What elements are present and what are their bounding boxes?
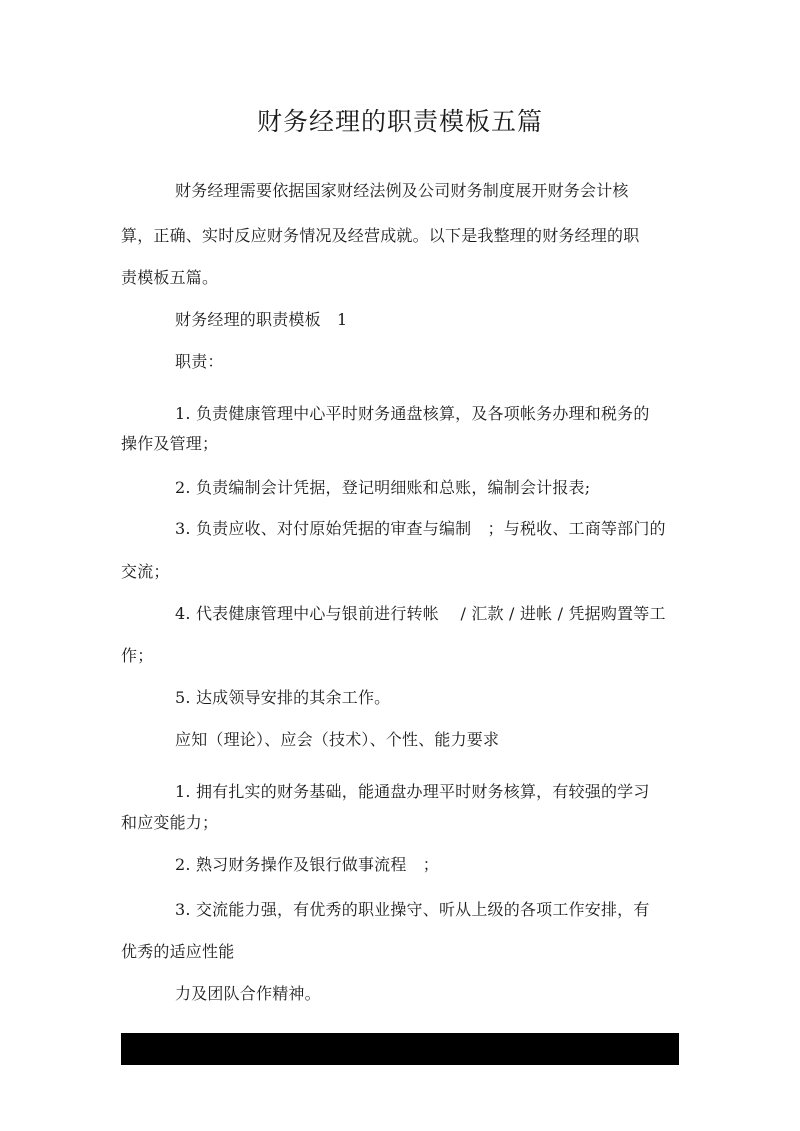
template-heading: 财务经理的职责模板 1 [175,310,348,329]
duty-item: 5. 达成领导安排的其余工作。 [175,688,391,707]
requirements-heading: 应知（理论）、应会（技术）、个性、能力要求 [175,730,500,749]
duty-item: 3. 负责应收、对付原始凭据的审查与编制 ；与税收、工商等部门的 [175,519,666,538]
requirement-item-continued: 和应变能力； [121,813,219,832]
continuation-line: 力及团队合作精神。 [175,984,321,1003]
requirement-item: 3. 交流能力强，有优秀的职业操守、听从上级的各项工作安排，有 [175,900,650,919]
duty-item-continued: 交流； [121,562,170,581]
requirement-item: 2. 熟习财务操作及银行做事流程 ； [175,855,439,874]
black-bar [121,1033,679,1065]
duty-item-continued: 操作及管理； [121,434,219,453]
requirement-item: 1. 拥有扎实的财务基础，能通盘办理平时财务核算，有较强的学习 [175,782,650,801]
intro-line: 责模板五篇。 [121,268,219,287]
duty-item: 2. 负责编制会计凭据，登记明细账和总账，编制会计报表; [175,478,591,497]
duties-label: 职责： [175,352,224,371]
duty-item: 4. 代表健康管理中心与银前进行转帐 / 汇款 / 进帐 / 凭据购置等工 [175,604,666,623]
intro-line: 财务经理需要依据国家财经法例及公司财务制度展开财务会计核 [175,181,629,200]
intro-line: 算，正确、实时反应财务情况及经营成就。以下是我整理的财务经理的职 [121,226,640,245]
requirement-item-continued: 优秀的适应性能 [121,942,235,961]
document-title: 财务经理的职责模板五篇 [256,107,543,136]
duty-item-continued: 作； [121,646,154,665]
duty-item: 1. 负责健康管理中心平时财务通盘核算，及各项帐务办理和税务的 [175,404,650,423]
